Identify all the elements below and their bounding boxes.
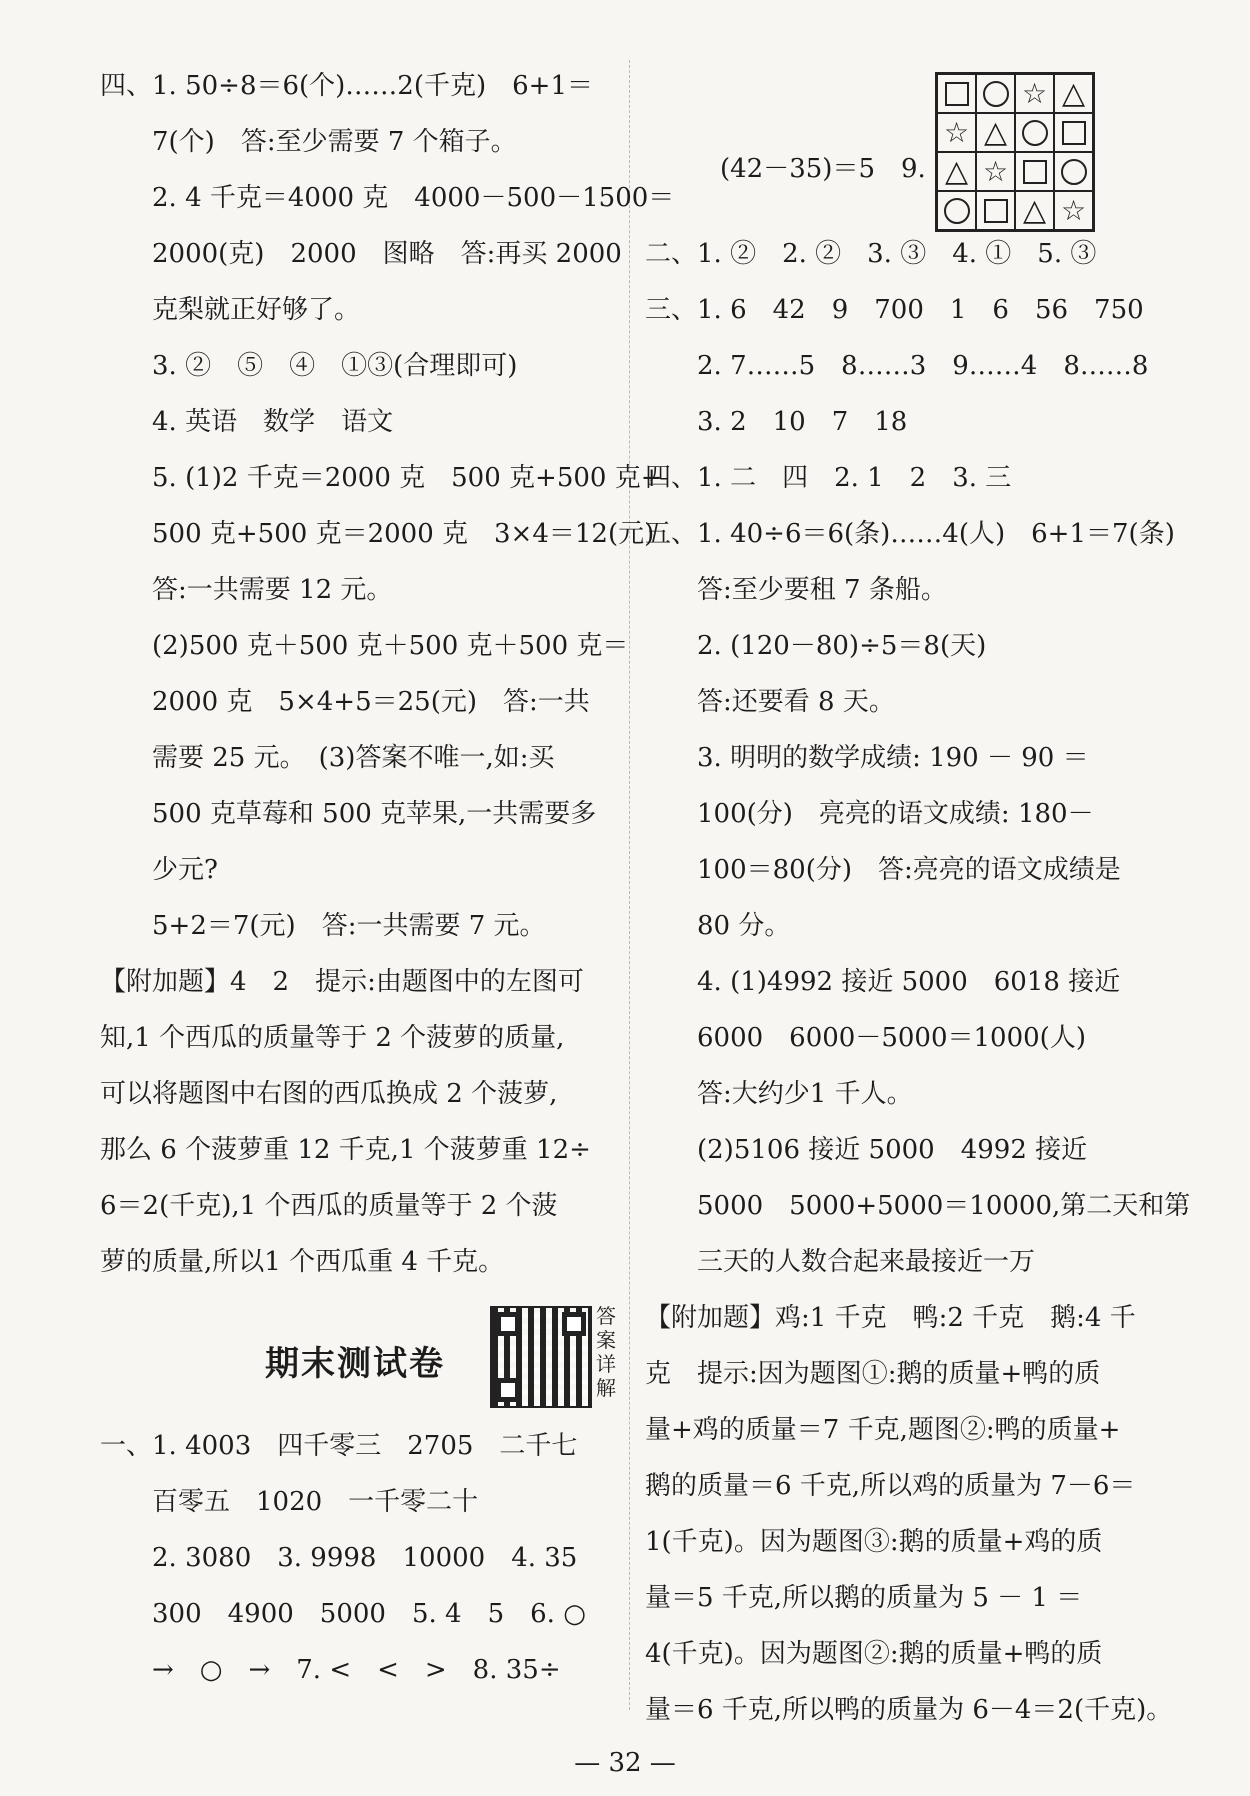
qr-label-char: 答 — [596, 1304, 616, 1328]
triangle-icon: △ — [1022, 192, 1047, 228]
right-answer-line: 80 分。 — [697, 911, 791, 941]
left-answer-line: 2000 克 5×4+5＝25(元) 答:一共 — [152, 687, 590, 717]
right-answer-line: 二、1. ② 2. ② 3. ③ 4. ① 5. ③ — [645, 239, 1097, 269]
exam-answer-line: 一、1. 4003 四千零三 2705 二千七 — [100, 1431, 578, 1461]
right-answer-line: 4. (1)4992 接近 5000 6018 接近 — [697, 967, 1121, 997]
right-answer-line: 五、1. 40÷6＝6(条)……4(人) 6+1＝7(条) — [645, 519, 1175, 549]
grid-cell — [1015, 152, 1054, 191]
left-answer-line: 那么 6 个菠萝重 12 千克,1 个菠萝重 12÷ — [100, 1135, 591, 1165]
left-answer-line: 7(个) 答:至少需要 7 个箱子。 — [152, 127, 517, 157]
right-answer-line: 【附加题】鸡:1 千克 鸭:2 千克 鹅:4 千 — [645, 1303, 1136, 1333]
exam-answer-line: → ○ → 7. < < > 8. 35÷ — [152, 1655, 561, 1685]
grid-cell — [937, 113, 976, 152]
column-divider — [629, 60, 630, 1710]
left-answer-line: (2)500 克＋500 克＋500 克＋500 克＝ — [152, 631, 629, 661]
left-answer-line: 四、1. 50÷8＝6(个)……2(千克) 6+1＝ — [100, 71, 594, 101]
circle-icon — [944, 198, 970, 224]
right-answer-line: 量+鸡的质量＝7 千克,题图②:鸭的质量+ — [645, 1415, 1121, 1445]
right-column — [645, 226, 1191, 1738]
left-answer-line: 可以将题图中右图的西瓜换成 2 个菠萝, — [100, 1079, 558, 1109]
left-answer-line: 克梨就正好够了。 — [152, 295, 361, 325]
left-answer-line: 2. 4 千克＝4000 克 4000－500－1500＝ — [152, 183, 675, 213]
circle-icon — [983, 81, 1009, 107]
qr-label-char: 案 — [596, 1328, 616, 1352]
grid-cell — [976, 74, 1015, 113]
grid-cell — [976, 152, 1015, 191]
star-icon: ☆ — [943, 115, 970, 149]
grid-cell — [1054, 152, 1093, 191]
right-answer-line: 三、1. 6 42 9 700 1 6 56 750 — [645, 295, 1144, 325]
right-answer-line: 5000 5000+5000＝10000,第二天和第 — [697, 1191, 1191, 1221]
grid-cell — [1054, 74, 1093, 113]
right-answer-line: (2)5106 接近 5000 4992 接近 — [697, 1135, 1088, 1165]
triangle-icon: △ — [944, 153, 969, 189]
right-answer-line: 2. 7……5 8……3 9……4 8……8 — [697, 351, 1149, 381]
right-answer-line: 答:大约少1 千人。 — [697, 1079, 913, 1109]
left-answer-line: 3. ② ⑤ ④ ①③(合理即可) — [152, 351, 518, 381]
triangle-icon: △ — [1061, 75, 1086, 111]
exam-answer-lines — [100, 1418, 620, 1698]
grid-cell — [976, 191, 1015, 230]
circle-icon — [1061, 159, 1087, 185]
left-answer-line: 知,1 个西瓜的质量等于 2 个菠萝的质量, — [100, 1023, 565, 1053]
left-answer-line: 500 克草莓和 500 克苹果,一共需要多 — [152, 799, 597, 829]
left-answer-line: 答:一共需要 12 元。 — [152, 575, 393, 605]
square-icon — [945, 82, 969, 106]
right-answer-line: 鹅的质量＝6 千克,所以鸡的质量为 7－6＝ — [645, 1471, 1136, 1501]
right-answer-line: 克 提示:因为题图①:鹅的质量+鸭的质 — [645, 1359, 1101, 1389]
grid-cell — [937, 152, 976, 191]
question-9-text: (42－35)＝5 9. — [720, 154, 926, 184]
square-icon — [1023, 160, 1047, 184]
left-answer-lines — [100, 58, 675, 1290]
qr-code-icon[interactable] — [490, 1306, 592, 1408]
exam-answer-line: 百零五 1020 一千零二十 — [152, 1487, 479, 1517]
left-answer-line: 500 克+500 克＝2000 克 3×4＝12(元) — [152, 519, 655, 549]
right-answer-line: 四、1. 二 四 2. 1 2 3. 三 — [645, 463, 1012, 493]
grid-cell — [1015, 113, 1054, 152]
grid-cell — [937, 74, 976, 113]
exam-answer-line: 2. 3080 3. 9998 10000 4. 35 — [152, 1543, 578, 1573]
left-answer-line: 【附加题】4 2 提示:由题图中的左图可 — [100, 967, 584, 997]
grid-cell — [1015, 191, 1054, 230]
qr-label — [594, 1304, 618, 1400]
star-icon: ☆ — [982, 154, 1009, 188]
right-answer-line: 4(千克)。因为题图②:鹅的质量+鸭的质 — [645, 1639, 1103, 1669]
left-answer-line: 6＝2(千克),1 个西瓜的质量等于 2 个菠 — [100, 1191, 558, 1221]
star-icon: ☆ — [1060, 193, 1087, 227]
left-answer-line: 5. (1)2 千克＝2000 克 500 克+500 克+ — [152, 463, 663, 493]
left-answer-line: 需要 25 元。 (3)答案不唯一,如:买 — [152, 743, 555, 773]
grid-cell — [937, 191, 976, 230]
right-answer-line: 答:还要看 8 天。 — [697, 687, 895, 717]
grid-cell — [976, 113, 1015, 152]
exam-title-row — [100, 1298, 620, 1418]
grid-cell — [1054, 191, 1093, 230]
exam-answer-line: 300 4900 5000 5. 4 5 6. ○ — [152, 1599, 586, 1629]
right-answer-line: 3. 2 10 7 18 — [697, 407, 908, 437]
grid-cell — [1054, 113, 1093, 152]
qr-label-char: 解 — [596, 1376, 616, 1400]
square-icon — [984, 199, 1008, 223]
right-answer-line: 100＝80(分) 答:亮亮的语文成绩是 — [697, 855, 1121, 885]
right-answer-line: 三天的人数合起来最接近一万 — [697, 1247, 1036, 1277]
right-answer-line: 100(分) 亮亮的语文成绩: 180－ — [697, 799, 1094, 829]
page-number: — 32 — — [574, 1748, 676, 1778]
right-answer-line: 答:至少要租 7 条船。 — [697, 575, 947, 605]
left-answer-line: 萝的质量,所以1 个西瓜重 4 千克。 — [100, 1247, 505, 1277]
left-answer-line: 2000(克) 2000 图略 答:再买 2000 — [152, 239, 622, 269]
square-icon — [1062, 121, 1086, 145]
right-answer-line: 量＝6 千克,所以鸭的质量为 6－4＝2(千克)。 — [645, 1695, 1173, 1725]
left-column — [100, 58, 675, 1698]
circle-icon — [1022, 120, 1048, 146]
right-answer-line: 量＝5 千克,所以鹅的质量为 5 － 1 ＝ — [645, 1583, 1083, 1613]
left-answer-line: 4. 英语 数学 语文 — [152, 407, 394, 437]
right-answer-line: 3. 明明的数学成绩: 190 － 90 ＝ — [697, 743, 1089, 773]
right-answer-line: 2. (120－80)÷5＝8(天) — [697, 631, 987, 661]
right-answer-lines — [645, 226, 1191, 1738]
qr-label-char: 详 — [596, 1352, 616, 1376]
right-answer-line: 6000 6000－5000＝1000(人) — [697, 1023, 1086, 1053]
left-answer-line: 少元? — [152, 855, 218, 885]
grid-cell — [1015, 74, 1054, 113]
left-answer-line: 5+2＝7(元) 答:一共需要 7 元。 — [152, 911, 546, 941]
right-answer-line: 1(千克)。因为题图③:鹅的质量+鸡的质 — [645, 1527, 1103, 1557]
triangle-icon: △ — [983, 114, 1008, 150]
exam-title: 期末测试卷 — [265, 1344, 445, 1384]
star-icon: ☆ — [1021, 76, 1048, 110]
shape-grid — [935, 72, 1095, 232]
